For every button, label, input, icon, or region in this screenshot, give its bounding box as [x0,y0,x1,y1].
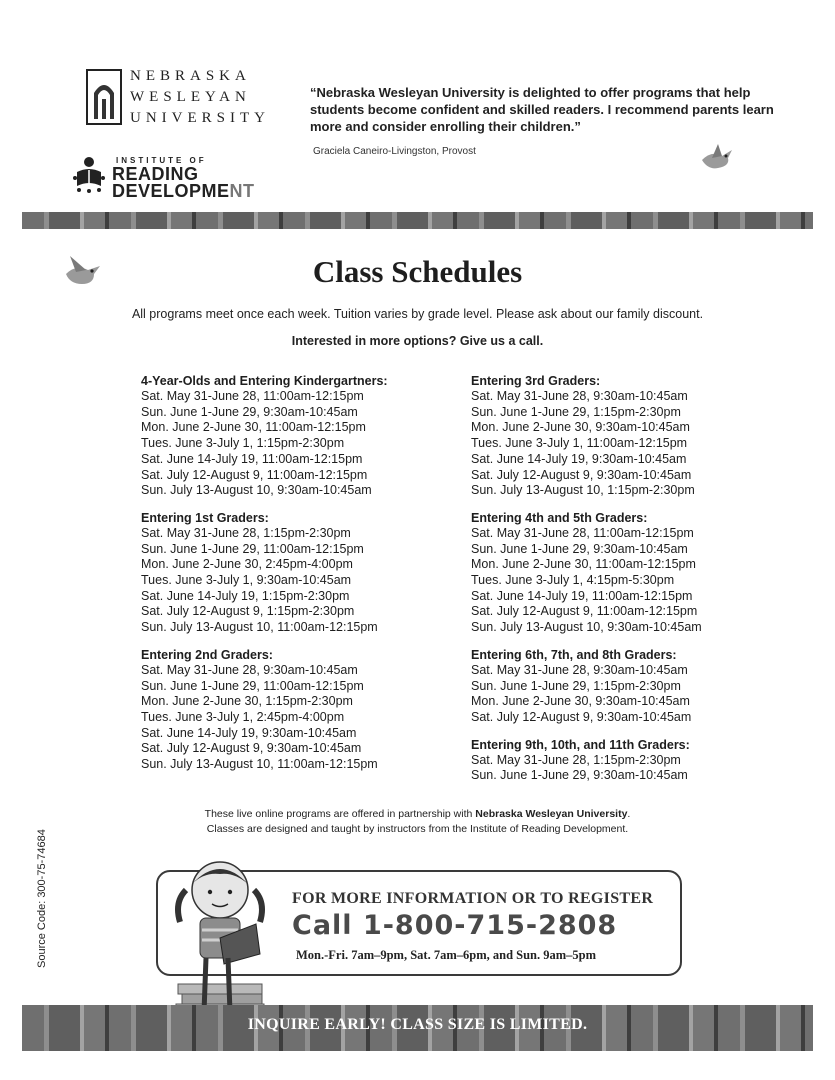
schedule-session: Tues. June 3-July 1, 11:00am-12:15pm [471,436,688,451]
schedule-session: Sat. May 31-June 28, 1:15pm-2:30pm [471,752,681,767]
intro-text: All programs meet once each week. Tuition varies by grade level. Please ask about our family discount. [131,307,704,321]
schedule-session: Sat. May 31-June 28, 1:15pm-2:30pm [141,525,351,540]
schedule-session: Tues. June 3-July 1, 4:15pm-5:30pm [471,573,675,588]
partnership-line-1 [0,807,835,822]
institute-development-label [112,182,255,200]
institute-of-label: INSTITUTE OF [116,156,207,165]
schedule-session: Sat. July 12-August 9, 9:30am-10:45am [141,741,362,756]
schedule-session: Sun. June 1-June 29, 9:30am-10:45am [141,404,358,419]
schedule-session: Sat. June 14-July 19, 1:15pm-2:30pm [141,588,350,603]
university-name-line-1: NEBRASKA [130,68,251,84]
schedule-group [141,510,441,636]
schedule-session: Sun. July 13-August 10, 9:30am-10:45am [471,620,702,635]
register-heading: FOR MORE INFORMATION OR TO REGISTER [292,890,654,907]
header-divider-stripe [22,212,813,229]
schedule-group-heading: Entering 1st Graders: [141,510,269,525]
page-title: Class Schedules [312,254,523,289]
schedule-session: Sat. June 14-July 19, 11:00am-12:15pm [141,451,363,466]
schedule-session: Mon. June 2-June 30, 11:00am-12:15pm [141,420,366,435]
schedule-session: Sat. May 31-June 28, 11:00am-12:15pm [141,389,364,403]
schedule-session: Mon. June 2-June 30, 1:15pm-2:30pm [141,694,353,709]
schedule-session: Sun. June 1-June 29, 1:15pm-2:30pm [471,678,681,693]
partnership-suffix: . [627,808,631,820]
university-name-line-2: WESLEYAN [130,89,251,105]
schedule-session: Sat. June 14-July 19, 9:30am-10:45am [471,451,687,466]
schedule-session: Sat. July 12-August 9, 11:00am-12:15pm [471,604,698,619]
register-hours: Mon.-Fri. 7am–9pm, Sat. 7am–6pm, and Sun. 9am–5pm [296,948,597,962]
source-code: Source Code: 300-75-74684 [36,829,48,968]
girl-reading-illustration-icon [168,852,278,1026]
schedule-session: Sat. July 12-August 9, 11:00am-12:15pm [141,467,368,482]
nebraska-wesleyan-seal-logo [86,69,122,125]
schedule-session: Sun. June 1-June 29, 9:30am-10:45am [471,541,688,556]
schedule-group-heading: Entering 4th and 5th Graders: [471,510,648,525]
schedule-group [141,647,441,773]
partnership-note [0,807,835,837]
schedule-session: Sun. July 13-August 10, 9:30am-10:45am [141,483,372,498]
schedule-column-left [141,373,441,784]
schedule-group [141,373,441,499]
schedule-session: Mon. June 2-June 30, 9:30am-10:45am [471,694,690,709]
schedule-group [471,510,771,636]
institute-reading-label: READING [112,164,199,184]
schedule-session: Sat. June 14-July 19, 9:30am-10:45am [141,725,357,740]
provost-quote: “Nebraska Wesleyan University is delighted to offer programs that help students become confident and skilled readers. I recommend parents learn more and consider enrolling their children.” [310,85,774,134]
schedule-session: Mon. June 2-June 30, 9:30am-10:45am [471,420,690,435]
schedule-session: Sun. July 13-August 10, 11:00am-12:15pm [141,620,378,635]
register-phone-number[interactable]: Call 1-800-715-2808 [292,910,618,941]
university-name-line-3: UNIVERSITY [130,110,270,126]
schedule-session: Sun. June 1-June 29, 9:30am-10:45am [471,768,688,783]
institute-development-tail: NT [229,181,255,201]
schedule-session: Mon. June 2-June 30, 2:45pm-4:00pm [141,557,353,572]
schedule-session: Sun. July 13-August 10, 11:00am-12:15pm [141,757,378,772]
schedule-session: Sat. June 14-July 19, 11:00am-12:15pm [471,588,693,603]
schedule-session: Tues. June 3-July 1, 9:30am-10:45am [141,573,352,588]
schedule-group-heading: Entering 2nd Graders: [141,647,273,662]
schedule-session: Sat. July 12-August 9, 1:15pm-2:30pm [141,604,355,619]
quote-attribution: Graciela Caneiro-Livingston, Provost [313,146,476,157]
schedule-session: Sat. May 31-June 28, 11:00am-12:15pm [471,525,694,540]
partner-name: Nebraska Wesleyan University [475,808,628,820]
schedule-session: Tues. June 3-July 1, 2:45pm-4:00pm [141,709,345,724]
schedule-session: Sat. May 31-June 28, 9:30am-10:45am [471,662,688,677]
schedule-session: Sat. May 31-June 28, 9:30am-10:45am [471,389,688,403]
schedule-group [471,737,771,784]
schedule-session: Sun. July 13-August 10, 1:15pm-2:30pm [471,483,695,498]
schedule-group-heading: Entering 3rd Graders: [471,374,601,388]
reading-development-logo-icon [72,156,106,194]
schedule-session: Sun. June 1-June 29, 1:15pm-2:30pm [471,404,681,419]
schedule-group [471,647,771,726]
schedule-column-right [471,373,771,795]
schedule-session: Sat. May 31-June 28, 9:30am-10:45am [141,662,358,677]
institute-development-main: DEVELOPME [112,181,230,201]
call-to-action-text: Interested in more options? Give us a call. [291,334,544,348]
schedule-session: Sun. June 1-June 29, 11:00am-12:15pm [141,678,364,693]
bird-illustration-icon [698,142,738,178]
schedule-group-heading: 4-Year-Olds and Entering Kindergartners: [141,374,388,388]
schedule-group-heading: Entering 6th, 7th, and 8th Graders: [471,647,677,662]
schedule-group-heading: Entering 9th, 10th, and 11th Graders: [471,737,690,752]
partnership-prefix: These live online programs are offered in partnership with [204,808,476,820]
schedule-session: Sat. July 12-August 9, 9:30am-10:45am [471,709,692,724]
inquire-early-banner-text: INQUIRE EARLY! CLASS SIZE IS LIMITED. [247,1016,588,1033]
schedule-session: Sun. June 1-June 29, 11:00am-12:15pm [141,541,364,556]
schedule-session: Sat. July 12-August 9, 9:30am-10:45am [471,467,692,482]
schedule-session: Tues. June 3-July 1, 1:15pm-2:30pm [141,436,345,451]
schedule-group [471,373,771,499]
partnership-line-2: Classes are designed and taught by instructors from the Institute of Reading Development. [206,823,629,835]
schedule-session: Mon. June 2-June 30, 11:00am-12:15pm [471,557,696,572]
